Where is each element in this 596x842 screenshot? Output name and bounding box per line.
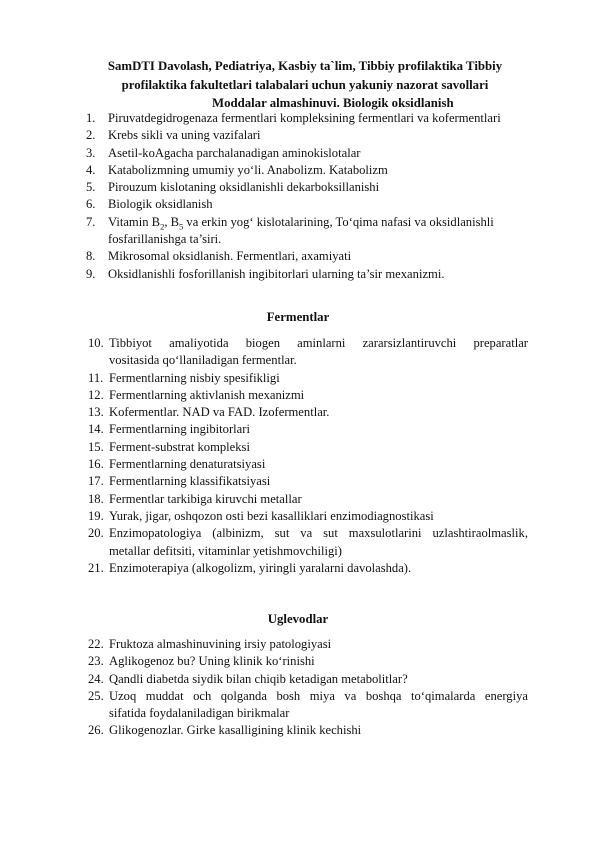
list-item (88, 110, 528, 127)
list-item (88, 248, 528, 265)
list-item (88, 127, 528, 144)
item-number: 10. (88, 336, 104, 350)
item-text: Fermentlarning aktivlanish mexanizmi (109, 387, 305, 402)
item-text: Asetil-koAgacha parchalanadigan aminokislotalar (108, 145, 361, 160)
list-item (88, 404, 528, 421)
list-item (88, 491, 528, 508)
item-text: Enzimopatologiya (albinizm, sut va sut maxsulotlarini uzlashtiraolmaslik, (109, 526, 528, 541)
item-number: 23. (88, 654, 104, 669)
list-item (88, 525, 528, 560)
item-number: 4. (86, 162, 96, 177)
item-text-part: va erkin yog‘ kislotalarining, To‘qima nafasi va oksidlanishli fosfarillanishga ta’siri. (108, 214, 494, 247)
item-number: 24. (88, 671, 104, 686)
item-text: Biologik oksidlanish (108, 197, 213, 212)
list-item (88, 335, 528, 370)
item-text: Fermentlarning nisbiy spesifikligi (109, 370, 280, 385)
item-number: 1. (86, 111, 96, 125)
item-text: Oksidlanishli fosforillanish ingibitorlari ularning ta’sir mexanizmi. (108, 266, 445, 281)
item-text: Mikrosomal oksidlanish. Fermentlari, axamiyati (108, 249, 352, 264)
item-number: 3. (86, 145, 96, 160)
list-item (88, 671, 528, 688)
item-text: Aglikogenoz bu? Uning klinik ko‘rinishi (109, 654, 315, 669)
list-item (88, 266, 528, 283)
item-number: 17. (88, 474, 104, 489)
item-text-part: Vitamin B (108, 214, 161, 229)
item-text: Katabolizmning umumiy yo‘li. Anabolizm. Katabolizm (108, 162, 388, 177)
list-item (88, 560, 528, 577)
item-text: Tibbiyot amaliyotida biogen aminlarni zararsizlantiruvchi preparatlar (109, 336, 528, 350)
item-text: Ferment-substrat kompleksi (109, 439, 250, 454)
item-text: Enzimoterapiya (alkogolizm, yiringli yaralarni davolashda). (109, 560, 412, 575)
list-item (88, 473, 528, 490)
question-list-carbohydrates (88, 636, 528, 740)
subscript: 2 (160, 221, 165, 232)
section-heading-carbohydrates: Uglevodlar (267, 612, 329, 626)
item-text (108, 215, 494, 246)
section-subtitle: Moddalar almashinuvi. Biologik oksidlanish (212, 96, 454, 110)
item-text: Fermentlarning klassifikatsiyasi (109, 474, 271, 489)
item-text: Krebs sikli va uning vazifalari (108, 128, 261, 143)
item-number: 11. (88, 370, 104, 385)
item-text-continued: metallar defitsiti, vitaminlar yetishmovchiligi) (109, 543, 342, 558)
item-number: 6. (86, 197, 96, 212)
list-item (88, 387, 528, 404)
item-text: Piruvatdegidrogenaza fermentlari kompleksining fermentlari va kofermentlari (108, 111, 501, 125)
list-item (88, 636, 528, 653)
item-number: 12. (88, 387, 104, 402)
item-number: 15. (88, 439, 104, 454)
item-number: 14. (88, 422, 104, 437)
list-item (88, 508, 528, 525)
document-title: SamDTI Davolash, Pediatriya, Kasbiy ta`lim, Tibbiy profilaktika Tibbiy profilaktika fakultetlari talabalari uchun yakuniy nazorat savollari (107, 59, 503, 92)
list-item (88, 214, 528, 249)
question-list-metabolism (88, 110, 528, 283)
item-text-continued: sifatida foydalaniladigan birikmalar (109, 706, 290, 721)
item-number: 19. (88, 508, 104, 523)
item-text: Fermentlar tarkibiga kiruvchi metallar (109, 491, 302, 506)
list-item (88, 162, 528, 179)
item-number: 20. (88, 526, 104, 541)
item-text: Fermentlarning denaturatsiyasi (109, 457, 266, 472)
item-text-continued: vositasida qo‘llaniladigan fermentlar. (109, 353, 297, 368)
list-item (88, 196, 528, 213)
item-text: Pirouzum kislotaning oksidlanishli dekarboksillanishi (108, 180, 380, 195)
subscript: 5 (179, 221, 184, 232)
list-item (88, 421, 528, 438)
list-item (88, 456, 528, 473)
question-list-enzymes (88, 335, 528, 577)
item-number: 25. (88, 688, 104, 703)
item-number: 22. (88, 637, 104, 651)
item-number: 5. (86, 180, 96, 195)
item-number: 9. (86, 266, 96, 281)
item-number: 18. (88, 491, 104, 506)
item-text: Fermentlarning ingibitorlari (109, 422, 250, 437)
item-text: Qandli diabetda siydik bilan chiqib ketadigan metabolitlar? (109, 671, 408, 686)
list-item (88, 653, 528, 670)
item-number: 21. (88, 560, 104, 575)
item-number: 13. (88, 405, 104, 420)
item-text: Uzoq muddat och qolganda bosh miya va boshqa to‘qimalarda energiya (109, 688, 528, 703)
item-number: 26. (88, 723, 104, 738)
item-number: 2. (86, 128, 96, 143)
section-heading-enzymes: Fermentlar (266, 310, 330, 324)
list-item (88, 688, 528, 723)
item-text: Fruktoza almashinuvining irsiy patologiyasi (109, 637, 332, 651)
item-number: 7. (86, 214, 96, 229)
list-item (88, 722, 528, 739)
item-text: Yurak, jigar, oshqozon osti bezi kasalliklari enzimodiagnostikasi (109, 508, 434, 523)
item-text: Kofermentlar. NAD va FAD. Izofermentlar. (109, 405, 330, 420)
item-number: 16. (88, 457, 104, 472)
list-item (88, 145, 528, 162)
list-item (88, 370, 528, 387)
list-item (88, 439, 528, 456)
item-text: Glikogenozlar. Girke kasalligining klinik kechishi (109, 723, 362, 738)
item-number: 8. (86, 249, 96, 264)
list-item (88, 179, 528, 196)
item-text-part: , B (164, 214, 180, 229)
